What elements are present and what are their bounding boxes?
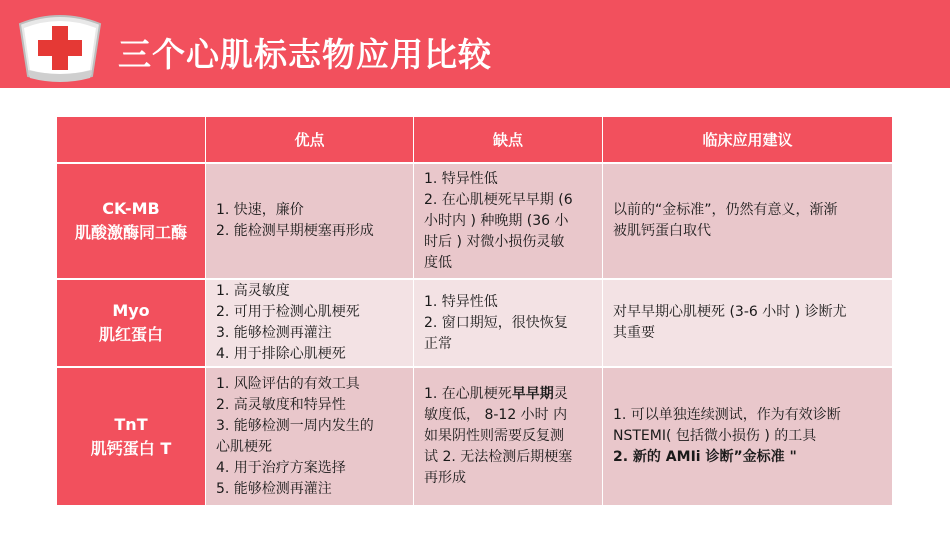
cell-line: 心肌梗死 <box>216 438 272 455</box>
cell-line: 5. 能够检测再灌注 <box>216 480 332 497</box>
cell-line: 3. 能够检测再灌注 <box>216 325 332 341</box>
table-cell-advice <box>603 368 892 505</box>
emphasis-text: 早早期 <box>511 386 554 402</box>
cell-line: 2. 在心肌梗死早早期 (6 <box>424 191 573 208</box>
table-cell-advice <box>603 164 892 278</box>
emphasis-text: 2. 新的 AMIi 诊断”金标准 " <box>613 449 797 465</box>
cell-line: 再形成 <box>424 470 466 486</box>
cell-line: 正常 <box>424 335 452 352</box>
comparison-table <box>57 117 893 505</box>
cell-line: 1. 风险评估的有效工具 <box>216 375 360 392</box>
nurse-cap-icon <box>14 6 106 86</box>
table-header-pros: 优点 <box>206 117 413 162</box>
cell-line: 1. 快速，廉价 <box>216 202 304 218</box>
cell-line: 度低 <box>424 254 452 271</box>
table-cell-pros <box>206 280 413 366</box>
row-header-tnt <box>57 368 205 505</box>
table-cell-advice <box>603 280 892 366</box>
table-cell-cons <box>414 164 602 278</box>
marker-abbr: CK-MB <box>102 199 160 218</box>
cell-line: NSTEMI( 包括微小损伤 ) 的工具 <box>613 428 817 444</box>
marker-abbr: Myo <box>112 301 150 320</box>
cell-line: 1. 可以单独连续测试，作为有效诊断 <box>613 407 841 423</box>
table-cell-cons <box>414 280 602 366</box>
cell-line: 4. 用于治疗方案选择 <box>216 459 346 476</box>
table-header-advice: 临床应用建议 <box>603 117 892 162</box>
text-run: 1. 在心肌梗死 <box>424 386 512 402</box>
cell-line: 敏度低， 8-12 小时 内 <box>424 407 568 423</box>
cell-line: 4. 用于排除心肌梗死 <box>216 346 346 362</box>
cell-line: 其重要 <box>613 325 655 341</box>
table-cell-pros <box>206 164 413 278</box>
cell-line: 时后 ) 对微小损伤灵敏 <box>424 233 565 250</box>
cell-line: 2. 窗口期短，很快恢复 <box>424 314 568 331</box>
row-header-ckmb <box>57 164 205 278</box>
text-run: 灵 <box>553 386 568 402</box>
cell-line: 1. 高灵敏度 <box>216 283 290 299</box>
marker-name: 肌酸激酶同工酶 <box>74 223 187 242</box>
table-cell-cons <box>414 368 602 505</box>
cell-line: 1. 特异性低 <box>424 170 498 187</box>
marker-abbr: TnT <box>114 414 148 434</box>
cell-line: 2. 可用于检测心肌梗死 <box>216 304 360 320</box>
cell-line: 小时内 ) 种晚期 (36 小 <box>424 212 569 229</box>
cell-line: 对早早期心肌梗死 (3-6 小时 ) 诊断尤 <box>613 304 847 320</box>
cell-line: 以前的“金标准”，仍然有意义，渐渐 <box>613 202 838 218</box>
cell-line: 试 2. 无法检测后期梗塞 <box>424 449 573 465</box>
marker-name: 肌红蛋白 <box>98 325 163 344</box>
cell-line: 2. 能检测早期梗塞再形成 <box>216 223 374 239</box>
cell-line: 2. 高灵敏度和特异性 <box>216 396 346 413</box>
table-header-cons: 缺点 <box>414 117 602 162</box>
cell-line: 被肌钙蛋白取代 <box>613 223 711 239</box>
cell-line: 如果阴性则需要反复测 <box>424 428 564 444</box>
table-header-corner <box>57 117 205 162</box>
cell-line: 3. 能够检测一周内发生的 <box>216 417 374 434</box>
title-banner <box>0 0 950 88</box>
cell-line: 1. 特异性低 <box>424 293 498 310</box>
row-header-myo <box>57 280 205 366</box>
marker-name: 肌钙蛋白 T <box>90 438 172 458</box>
page-title: 三个心肌标志物应用比较 <box>118 35 492 74</box>
table-cell-pros <box>206 368 413 505</box>
cell-line <box>424 384 592 405</box>
